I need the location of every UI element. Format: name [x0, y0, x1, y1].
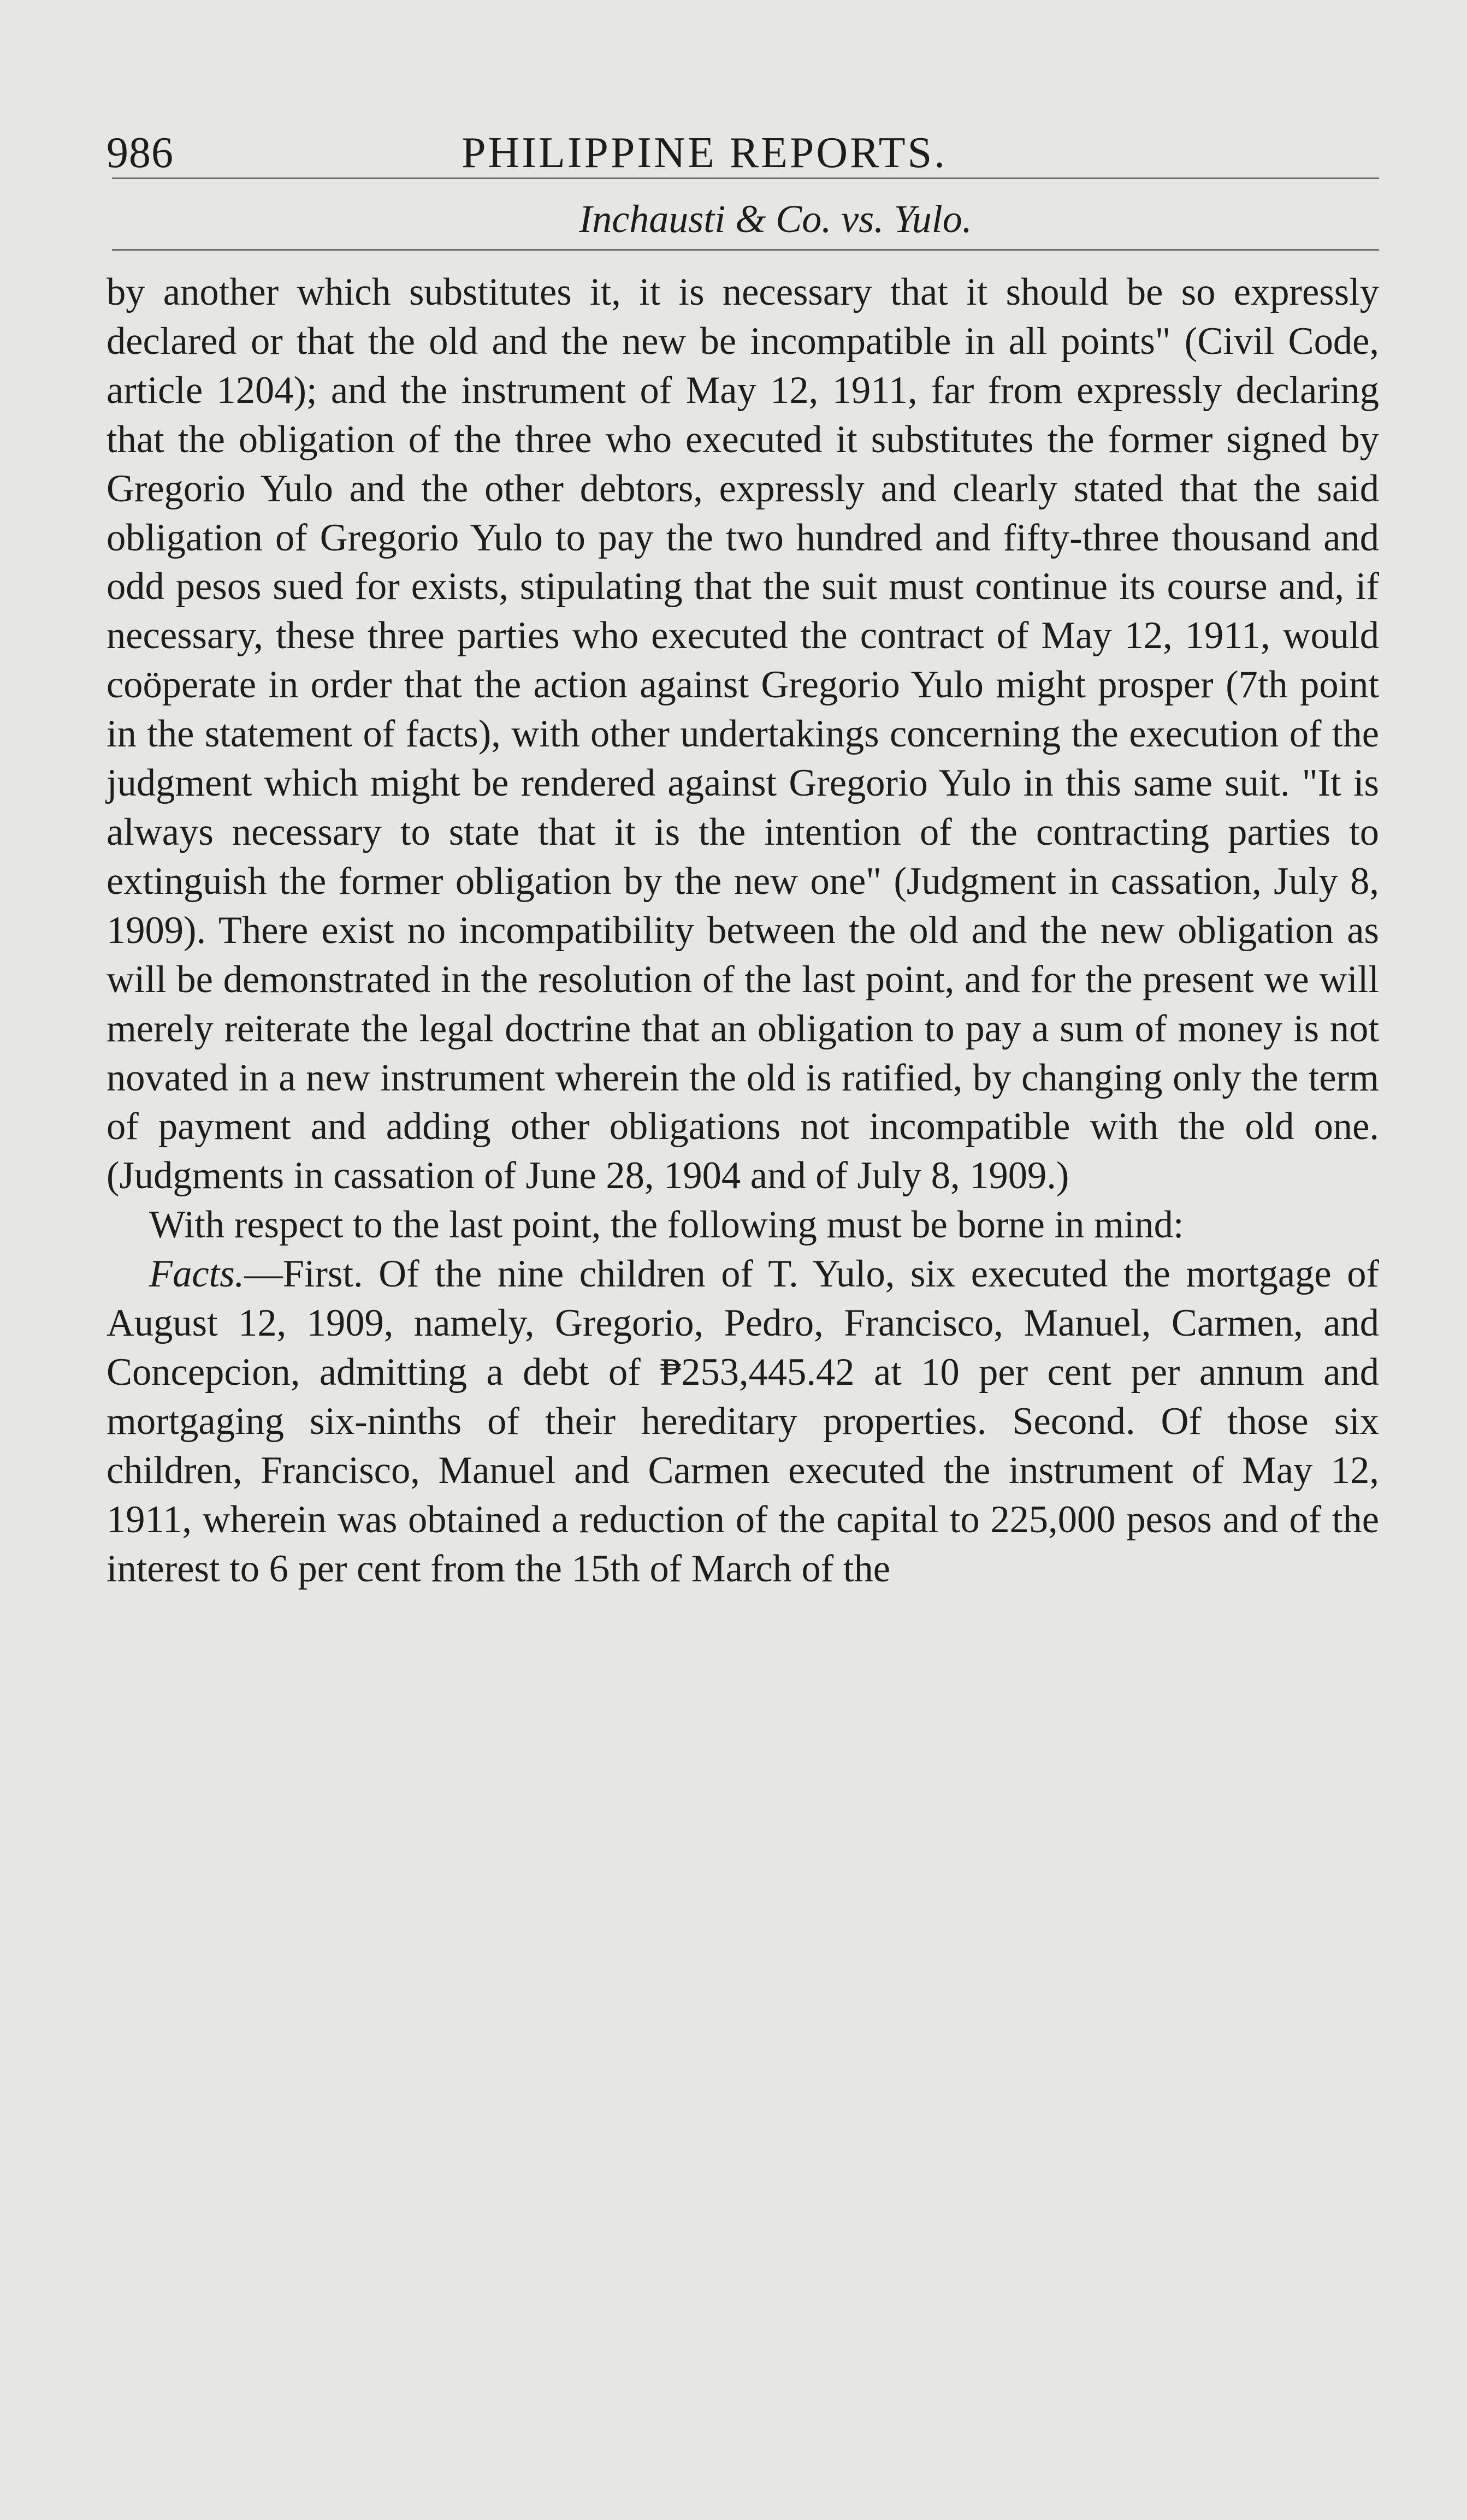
- page-number: 986: [107, 129, 174, 177]
- running-head: [107, 117, 1379, 177]
- case-title: Inchausti & Co. vs. Yulo.: [579, 197, 972, 241]
- paragraph-continuation: by another which substitutes it, it is necessary that it should be so expressly declared or that the old and the new be incompatible in all points" (Civil Code, article 1204); and the instrument of May 12, 1911, far from expressly declaring that the obligation of the three who executed it substitutes the former signed by Gregorio Yulo and the other debtors, expressly and clearly stated that the said obligation of Gregorio Yulo to pay the two hundred and fifty-three thousand and odd pesos sued for exists, stipulating that the suit must continue its course and, if necessary, these three parties who executed the contract of May 12, 1911, would coöperate in order that the action against Gregorio Yulo might prosper (7th point in the statement of facts), with other undertakings concerning the execution of the judgment which might be rendered against Gregorio Yulo in this same suit. "It is always necessary to state that it is the intention of the contracting parties to extinguish the former obligation by the new one" (Judgment in cassation, July 8, 1909). There exist no incompatibility between the old and the new obligation as will be demonstrated in the resolution of the last point, and for the present we will merely reiterate the legal doctrine that an obligation to pay a sum of money is not novated in a new instrument wherein the old is ratified, by changing only the term of payment and adding other obligations not incompatible with the old one. (Judgments in cassation of June 28, 1904 and of July 8, 1909.): [107, 271, 1379, 1197]
- paragraph-facts: [107, 1250, 1379, 1593]
- document-page: [107, 117, 1379, 1593]
- paragraph-last-point: With respect to the last point, the following must be borne in mind:: [149, 1203, 1184, 1247]
- facts-text: —First. Of the nine children of T. Yulo, six executed the mortgage of August 12, 1909, namely, Gregorio, Pedro, Francisco, Manuel, Carmen, and Concepcion, admitting a debt of ₱253,445.42 at 10 per cent per annum and mortgaging six-ninths of their hereditary properties. Second. Of those six children, Francisco, Manuel and Carmen executed the instrument of May 12, 1911, wherein was obtained a reduction of the capital to 225,000 pesos and of the interest to 6 per cent from the 15th of March of the: [107, 1253, 1379, 1590]
- case-title-rule: [112, 249, 1379, 251]
- body-text: [107, 268, 1379, 1593]
- facts-label: Facts.: [149, 1253, 245, 1296]
- report-title: PHILIPPINE REPORTS.: [462, 129, 948, 177]
